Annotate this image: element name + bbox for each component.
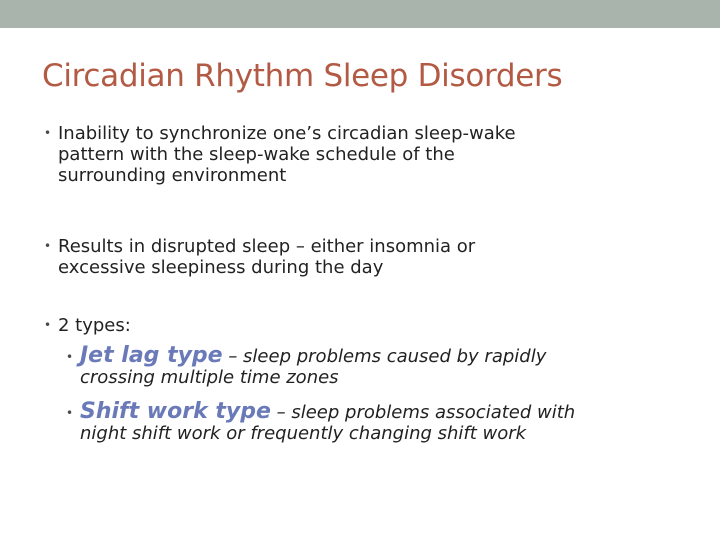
subbullet-jet-lag xyxy=(66,343,547,388)
bullet-dot-icon: • xyxy=(44,126,52,140)
bullet-item-results xyxy=(44,236,476,278)
bullet-item-types xyxy=(44,315,131,336)
bullet-line: Results in disrupted sleep – either insomnia or xyxy=(58,236,476,257)
subbullet-desc: – sleep problems caused by rapidly xyxy=(222,346,547,367)
bullet-line: excessive sleepiness during the day xyxy=(58,257,384,278)
bullet-line: 2 types: xyxy=(58,315,131,336)
slide-title: Circadian Rhythm Sleep Disorders xyxy=(42,58,563,94)
bullet-dot-icon: • xyxy=(44,239,52,253)
bullet-line: surrounding environment xyxy=(58,165,287,186)
bullet-item-inability xyxy=(44,123,516,186)
term-shift-work-type: Shift work type xyxy=(80,399,271,424)
bullet-dot-icon: • xyxy=(44,318,52,332)
subbullet-line xyxy=(80,345,546,367)
subbullet-desc: – sleep problems associated with xyxy=(270,402,576,423)
bullet-dot-icon: • xyxy=(66,406,74,420)
subbullet-line: night shift work or frequently changing shift work xyxy=(80,423,527,444)
term-jet-lag-type: Jet lag type xyxy=(80,343,223,368)
bullet-line: Inability to synchronize one’s circadian sleep-wake xyxy=(58,123,516,144)
bullet-dot-icon: • xyxy=(66,350,74,364)
subbullet-line: crossing multiple time zones xyxy=(80,367,339,388)
subbullet-shift-work xyxy=(66,399,576,444)
bullet-line: pattern with the sleep-wake schedule of the xyxy=(58,144,455,165)
subbullet-line xyxy=(80,401,575,423)
